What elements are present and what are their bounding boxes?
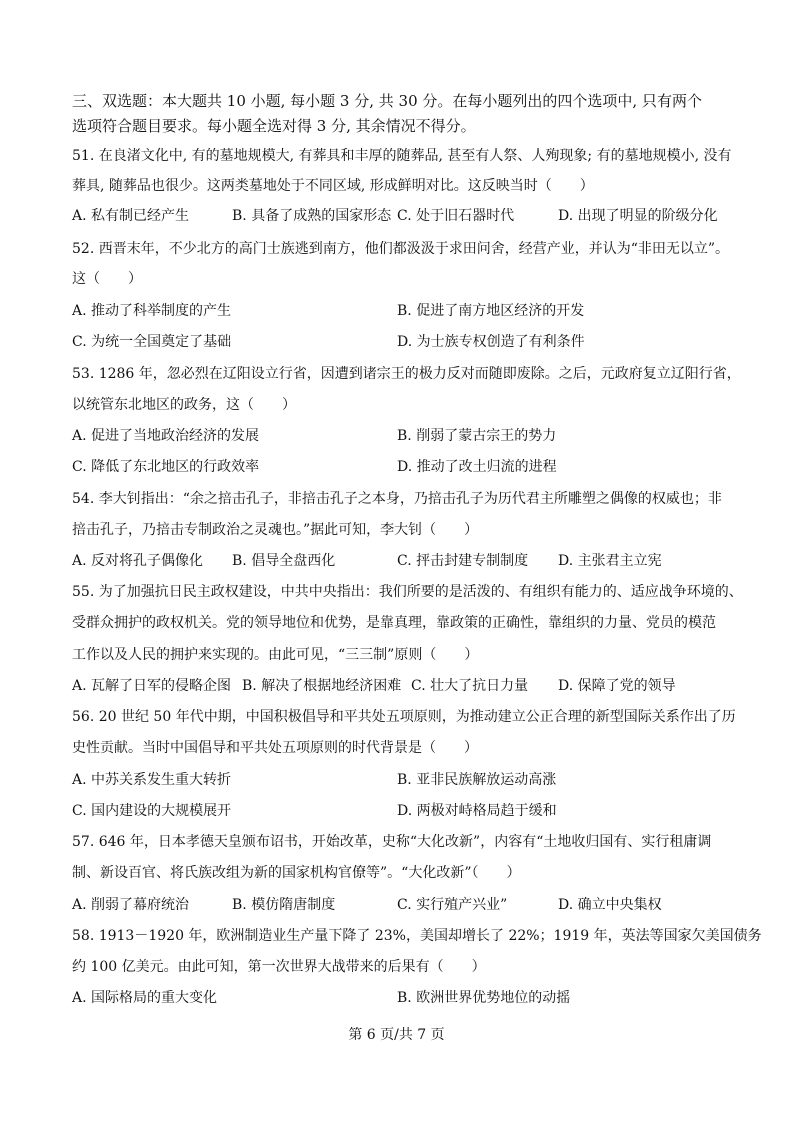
option-a: A. 反对将孔子偶像化 [72,553,204,569]
question-text: 51. 在良渚文化中, 有的墓地规模大, 有葬具和丰厚的随葬品, 甚至有人祭、人殉现象; 有的墓地规模小, 没有 [72,148,732,164]
question-text: 制、新设百官、将氏族改组为新的国家机构官僚等”。“大化改新”（ ） [72,865,521,881]
option-c: C. 处于旧石器时代 [397,208,515,224]
question-text: 55. 为了加强抗日民主政权建设，中共中央指出：我们所要的是活泼的、有组织有能力的、适应战争环境的、 [72,584,743,600]
option-d: D. 为士族专权创造了有利条件 [397,334,585,350]
question-text: 史性贡献。当时中国倡导和平共处五项原则的时代背景是（ ） [72,740,478,756]
page-number: 第 6 页/共 7 页 [348,1027,445,1043]
option-a: A. 促进了当地政治经济的发展 [72,428,260,444]
question-text: 57. 646 年，日本孝德天皇颁布诏书，开始改革，史称“大化改新”，内容有“土地收归国有、实行租庸调 [72,834,712,850]
option-b: B. 欧洲世界优势地位的动摇 [397,990,571,1006]
question-text: 受群众拥护的政权机关。党的领导地位和优势，是靠真理，靠政策的正确性，靠组织的力量、党员的模范 [72,615,716,631]
option-c: C. 壮大了抗日力量 [411,678,529,694]
option-a: A. 中苏关系发生重大转折 [72,772,232,788]
option-d: D. 推动了改土归流的进程 [397,459,557,475]
option-a: A. 国际格局的重大变化 [72,990,218,1006]
option-b: B. 解决了根据地经济困难 [242,678,402,694]
option-c: C. 为统一全国奠定了基础 [72,334,232,350]
question-text: 葬具, 随葬品也很少。这两类墓地处于不同区域, 形成鲜明对比。这反映当时（ ） [72,178,594,194]
question-text: 53. 1286 年，忽必烈在辽阳设立行省，因遭到诸宗王的极力反对而随即废除。之后，元政府复立辽阳行省， [72,366,741,382]
question-text: 这（ ） [72,271,142,287]
heading-line: 三、双选题：本大题共 10 小题, 每小题 3 分, 共 30 分。在每小题列出的四个选项中, 只有两个 [72,92,702,110]
option-b: B. 具备了成熟的国家形态 [232,208,392,224]
question-text: 54. 李大钊指出：“余之掊击孔子，非掊击孔子之本身，乃掊击孔子为历代君主所雕塑之偶像的权威也；非 [72,491,722,507]
option-b: B. 模仿隋唐制度 [232,897,336,913]
question-text: 58. 1913－1920 年，欧洲制造业生产量下降了 23%，美国却增长了 22%；1919 年，英法等国家欠美国债务 [72,928,762,944]
option-c: C. 国内建设的大规模展开 [72,803,232,819]
question-text: 约 100 亿美元。由此可知，第一次世界大战带来的后果有（ ） [72,959,486,975]
question-text: 52. 西晋末年，不少北方的高门士族逃到南方，他们都汲汲于求田问舍，经营产业，并认为“非田无以立”。 [72,241,730,257]
question-text: 56. 20 世纪 50 年代中期，中国积极倡导和平共处五项原则，为推动建立公正合理的新型国际关系作出了历 [72,709,736,725]
option-d: D. 确立中央集权 [558,897,662,913]
option-b: B. 促进了南方地区经济的开发 [397,303,585,319]
option-b: B. 削弱了蒙古宗王的势力 [397,428,557,444]
option-d: D. 主张君主立宪 [558,553,662,569]
option-b: B. 亚非民族解放运动高涨 [397,772,557,788]
option-c: C. 抨击封建专制制度 [397,553,529,569]
question-text: 掊击孔子，乃掊击专制政治之灵魂也。”据此可知，李大钊（ ） [72,522,479,538]
option-c: C. 降低了东北地区的行政效率 [72,459,260,475]
option-a: A. 推动了科举制度的产生 [72,303,232,319]
option-d: D. 保障了党的领导 [558,678,676,694]
option-a: A. 瓦解了日军的侵略企图 [72,678,232,694]
question-text: 工作以及人民的拥护来实现的。由此可见，“三三制”原则（ ） [72,647,479,663]
option-b: B. 倡导全盘西化 [232,553,336,569]
question-text: 以统管东北地区的政务，这（ ） [72,397,296,413]
option-a: A. 私有制已经产生 [72,208,190,224]
option-d: D. 出现了明显的阶级分化 [558,208,718,224]
heading-line: 选项符合题目要求。每小题全选对得 3 分, 其余情况不得分。 [72,117,476,135]
option-d: D. 两极对峙格局趋于缓和 [397,803,557,819]
option-c: C. 实行殖产兴业” [397,897,508,913]
option-a: A. 削弱了幕府统治 [72,897,190,913]
